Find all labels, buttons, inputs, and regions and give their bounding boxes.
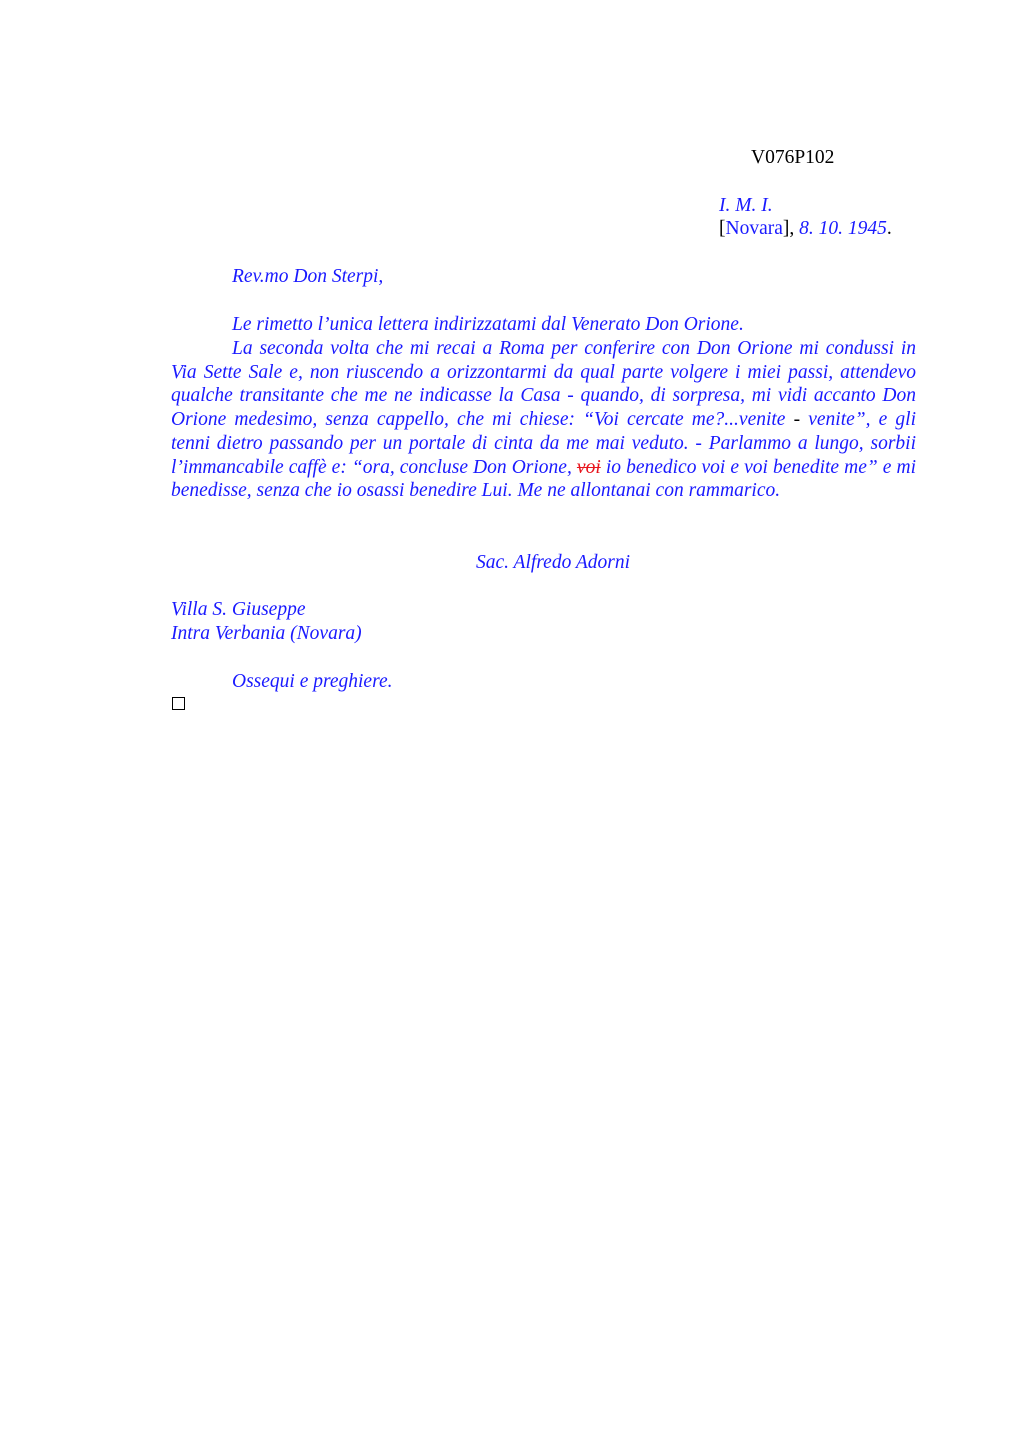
invocation: I. M. I. (719, 195, 773, 216)
place-name: Novara (725, 218, 783, 239)
paragraph-2-part-3: io benedico voi e voi benedite me” e mi benedisse, senza che io osassi benedire Lui. Me ne allontanai con rammarico. (171, 456, 917, 502)
place-date-line (719, 217, 892, 241)
signature: Sac. Alfredo Adorni (476, 552, 631, 573)
paragraph-2-dash: - (785, 409, 809, 431)
place-open-bracket: [ (719, 218, 726, 239)
paragraph-2-part-2: venite”, e gli tenni dietro passando per un portale di cinta da me mai veduto. - Parlammo a lungo, sorbii l’immancabile caffè e: “ora, concluse Don Orione, (171, 409, 917, 478)
closing: Ossequi e preghiere. (232, 671, 393, 692)
address-line-1: Villa S. Giuseppe (171, 599, 306, 620)
paragraph-1: Le rimetto l’unica lettera indirizzatami dal Venerato Don Orione. (232, 314, 744, 335)
paragraph-2 (171, 337, 916, 503)
date-period: . (886, 218, 892, 239)
place-close-bracket: ], (782, 218, 795, 239)
paragraph-2-part-1: La seconda volta che mi recai a Roma per conferire con Don Orione mi condussi in Via Sette Sale e, non riuscendo a orizzontarmi da qual parte volgere i miei passi, attendevo qualche transitante che me ne indicasse la Casa - quando, di sorpresa, mi vidi accanto Don Orione medesimo, senza cappello, che mi chiese: “Voi cercate me?...venite (171, 338, 916, 431)
empty-box-icon (172, 697, 185, 710)
document-code: V076P102 (751, 147, 835, 168)
address-line-2: Intra Verbania (Novara) (171, 623, 362, 644)
struck-word: voi (576, 456, 601, 478)
salutation: Rev.mo Don Sterpi, (232, 266, 384, 287)
letter-date: 8. 10. 1945 (799, 218, 887, 239)
